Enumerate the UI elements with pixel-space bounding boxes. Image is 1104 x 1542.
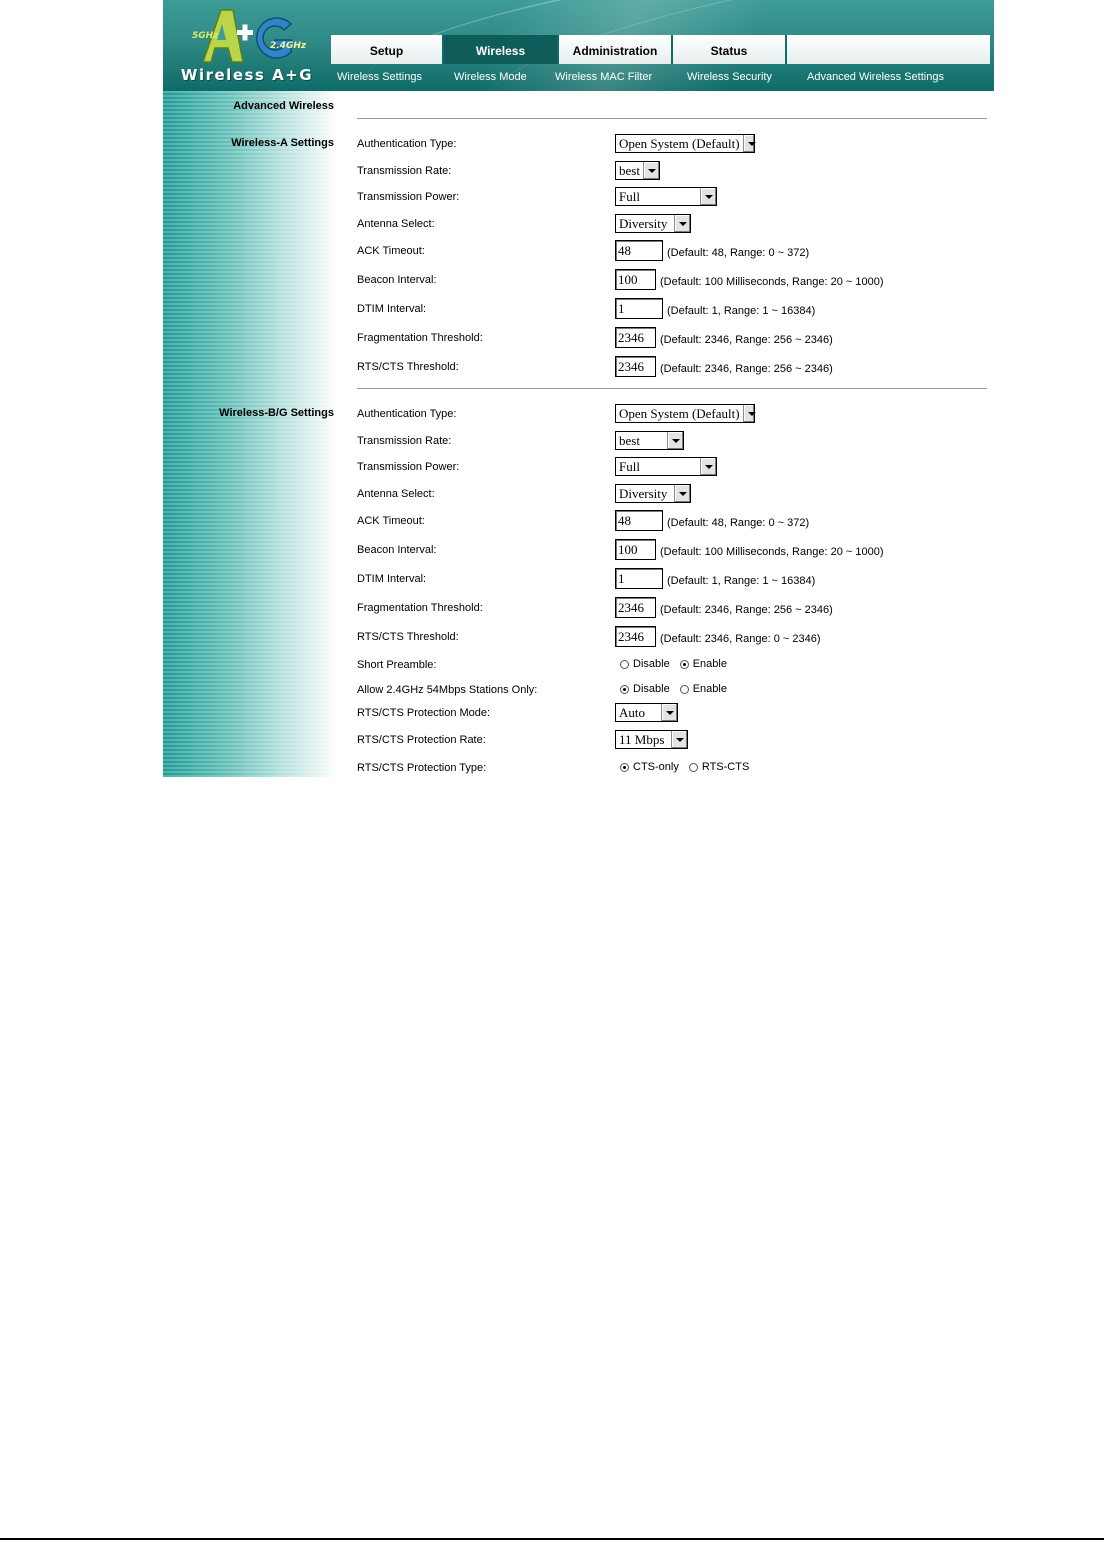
a-frag-input[interactable]: 2346	[615, 327, 656, 348]
prot-type-rts-cts[interactable]	[689, 761, 749, 773]
page-title: Advanced Wireless	[233, 100, 334, 112]
subnav-wireless-mode[interactable]: Wireless Mode	[454, 71, 527, 83]
header-banner	[163, 0, 994, 91]
field-hint: (Default: 48, Range: 0 ~ 372)	[667, 247, 810, 259]
radio-label: Enable	[692, 683, 727, 695]
select-value: Diversity	[619, 215, 668, 231]
chevron-down-icon[interactable]	[674, 215, 690, 232]
field-hint: (Default: 100 Milliseconds, Range: 20 ~ 1000)	[660, 276, 884, 288]
subnav-wireless-settings[interactable]: Wireless Settings	[337, 71, 422, 83]
select-value: 11 Mbps	[619, 731, 665, 747]
a-auth-type-row	[338, 132, 994, 156]
bg-antenna-row	[338, 482, 994, 506]
a-dtim-row	[338, 297, 994, 321]
bg-auth-type-select[interactable]	[615, 404, 755, 423]
radio-off[interactable]	[620, 660, 629, 669]
logo-brand-text: Wireless A+G	[180, 66, 314, 84]
divider	[357, 388, 987, 389]
bg-dtim-input[interactable]: 1	[615, 568, 663, 589]
radio-on[interactable]	[680, 660, 689, 669]
field-label: RTS/CTS Threshold:	[357, 631, 459, 643]
chevron-down-icon[interactable]	[700, 458, 716, 475]
field-label: Beacon Interval:	[357, 544, 437, 556]
bg-rts-input[interactable]: 2346	[615, 626, 656, 647]
bg-prot-mode-select[interactable]	[615, 703, 678, 722]
subnav-wireless-mac-filter[interactable]: Wireless MAC Filter	[555, 71, 653, 83]
select-value: Open System (Default)	[619, 135, 740, 151]
sidebar	[163, 91, 338, 777]
field-label: DTIM Interval:	[357, 303, 427, 315]
wireless-subnav	[331, 71, 994, 89]
54mbps-only-enable[interactable]	[680, 683, 727, 695]
short-preamble-enable[interactable]	[680, 658, 727, 670]
radio-label: Enable	[692, 658, 727, 670]
tab-empty-filler	[787, 35, 990, 64]
bg-frag-row	[338, 596, 994, 620]
field-hint: (Default: 48, Range: 0 ~ 372)	[667, 517, 810, 529]
bg-prot-rate-select[interactable]	[615, 730, 688, 749]
field-hint: (Default: 2346, Range: 256 ~ 2346)	[660, 334, 833, 346]
wireless-ag-logo	[163, 0, 331, 91]
field-label: DTIM Interval:	[357, 573, 427, 585]
a-auth-type-select[interactable]	[615, 134, 755, 153]
a-ack-row	[338, 239, 994, 263]
bg-tx-rate-select[interactable]	[615, 431, 684, 450]
section-title-wireless-bg: Wireless-B/G Settings	[219, 407, 334, 419]
bg-auth-type-row	[338, 402, 994, 426]
prot-type-cts-only[interactable]	[620, 761, 679, 773]
field-label: Fragmentation Threshold:	[357, 602, 483, 614]
bg-prot-mode-row	[338, 701, 994, 725]
field-label: ACK Timeout:	[357, 515, 425, 527]
radio-on[interactable]	[620, 685, 629, 694]
field-label: Beacon Interval:	[357, 274, 437, 286]
ag-logo-icon	[163, 0, 331, 70]
chevron-down-icon[interactable]	[743, 135, 754, 152]
a-tx-rate-select[interactable]	[615, 161, 660, 180]
bg-ack-row	[338, 509, 994, 533]
router-config-page	[163, 0, 994, 777]
bg-beacon-row	[338, 538, 994, 562]
field-label: Antenna Select:	[357, 218, 435, 230]
field-label: Transmission Power:	[357, 461, 460, 473]
field-label: RTS/CTS Protection Type:	[357, 762, 487, 774]
tab-administration[interactable]: Administration	[559, 35, 673, 64]
chevron-down-icon[interactable]	[671, 731, 687, 748]
radio-on[interactable]	[620, 763, 629, 772]
select-value: best	[619, 432, 640, 448]
select-value: best	[619, 162, 640, 178]
prot-type-radios	[615, 761, 759, 773]
field-hint: (Default: 2346, Range: 256 ~ 2346)	[660, 363, 833, 375]
page-footer-rule	[0, 1538, 1104, 1540]
select-value: Full	[619, 458, 640, 474]
chevron-down-icon[interactable]	[661, 704, 677, 721]
chevron-down-icon[interactable]	[743, 405, 754, 422]
bg-beacon-input[interactable]: 100	[615, 539, 656, 560]
field-label: Allow 2.4GHz 54Mbps Stations Only:	[357, 684, 538, 696]
radio-label: RTS-CTS	[701, 761, 750, 773]
field-label: Transmission Power:	[357, 191, 460, 203]
short-preamble-disable[interactable]	[620, 658, 670, 670]
bg-54mbps-only-row	[338, 678, 994, 702]
a-beacon-input[interactable]: 100	[615, 269, 656, 290]
field-hint: (Default: 1, Range: 1 ~ 16384)	[667, 305, 816, 317]
54mbps-only-disable[interactable]	[620, 683, 670, 695]
tab-status[interactable]: Status	[673, 35, 787, 64]
logo-5ghz-label: 5GHz	[192, 31, 219, 41]
field-label: Transmission Rate:	[357, 165, 452, 177]
select-value: Auto	[619, 704, 645, 720]
short-preamble-radios	[615, 658, 737, 670]
radio-off[interactable]	[689, 763, 698, 772]
a-rts-input[interactable]: 2346	[615, 356, 656, 377]
chevron-down-icon[interactable]	[700, 188, 716, 205]
field-label: Antenna Select:	[357, 488, 435, 500]
a-tx-power-select[interactable]	[615, 187, 717, 206]
settings-content	[338, 91, 994, 777]
field-label: RTS/CTS Threshold:	[357, 361, 459, 373]
tab-setup[interactable]: Setup	[331, 35, 444, 64]
bg-short-preamble-row	[338, 653, 994, 677]
divider	[357, 118, 987, 119]
subnav-wireless-security[interactable]: Wireless Security	[687, 71, 772, 83]
a-antenna-select[interactable]	[615, 214, 691, 233]
bg-rts-row	[338, 625, 994, 649]
select-value: Open System (Default)	[619, 405, 740, 421]
bg-ack-input[interactable]: 48	[615, 510, 663, 531]
field-label: Fragmentation Threshold:	[357, 332, 483, 344]
field-hint: (Default: 2346, Range: 256 ~ 2346)	[660, 604, 833, 616]
bg-frag-input[interactable]: 2346	[615, 597, 656, 618]
54mbps-only-radios	[615, 683, 737, 695]
field-label: ACK Timeout:	[357, 245, 425, 257]
select-value: Full	[619, 188, 640, 204]
section-title-wireless-a: Wireless-A Settings	[231, 137, 334, 149]
logo-24ghz-label: 2.4GHz	[270, 41, 307, 51]
bg-tx-rate-row	[338, 429, 994, 453]
field-label: RTS/CTS Protection Rate:	[357, 734, 486, 746]
radio-off[interactable]	[680, 685, 689, 694]
tab-wireless[interactable]: Wireless	[444, 35, 559, 64]
bg-prot-rate-row	[338, 728, 994, 752]
a-tx-rate-row	[338, 159, 994, 183]
a-beacon-row	[338, 268, 994, 292]
subnav-advanced-wireless-settings[interactable]: Advanced Wireless Settings	[807, 71, 944, 83]
chevron-down-icon[interactable]	[643, 162, 659, 179]
main-tabs	[331, 35, 990, 65]
field-label: RTS/CTS Protection Mode:	[357, 707, 491, 719]
chevron-down-icon[interactable]	[667, 432, 683, 449]
radio-label: Disable	[633, 658, 670, 670]
radio-label: Disable	[633, 683, 670, 695]
a-dtim-input[interactable]: 1	[615, 298, 663, 319]
field-hint: (Default: 100 Milliseconds, Range: 20 ~ 1000)	[660, 546, 884, 558]
field-label: Short Preamble:	[357, 659, 437, 671]
bg-tx-power-select[interactable]	[615, 457, 717, 476]
a-antenna-row	[338, 212, 994, 236]
bg-tx-power-row	[338, 455, 994, 479]
bg-antenna-select[interactable]	[615, 484, 691, 503]
a-tx-power-row	[338, 185, 994, 209]
field-label: Authentication Type:	[357, 408, 457, 420]
a-frag-row	[338, 326, 994, 350]
bg-dtim-row	[338, 567, 994, 591]
select-value: Diversity	[619, 485, 668, 501]
field-label: Authentication Type:	[357, 138, 457, 150]
field-label: Transmission Rate:	[357, 435, 452, 447]
field-hint: (Default: 1, Range: 1 ~ 16384)	[667, 575, 816, 587]
a-ack-input[interactable]: 48	[615, 240, 663, 261]
field-hint: (Default: 2346, Range: 0 ~ 2346)	[660, 633, 821, 645]
radio-label: CTS-only	[633, 761, 679, 773]
chevron-down-icon[interactable]	[674, 485, 690, 502]
bg-prot-type-row	[338, 756, 994, 780]
a-rts-row	[338, 355, 994, 379]
